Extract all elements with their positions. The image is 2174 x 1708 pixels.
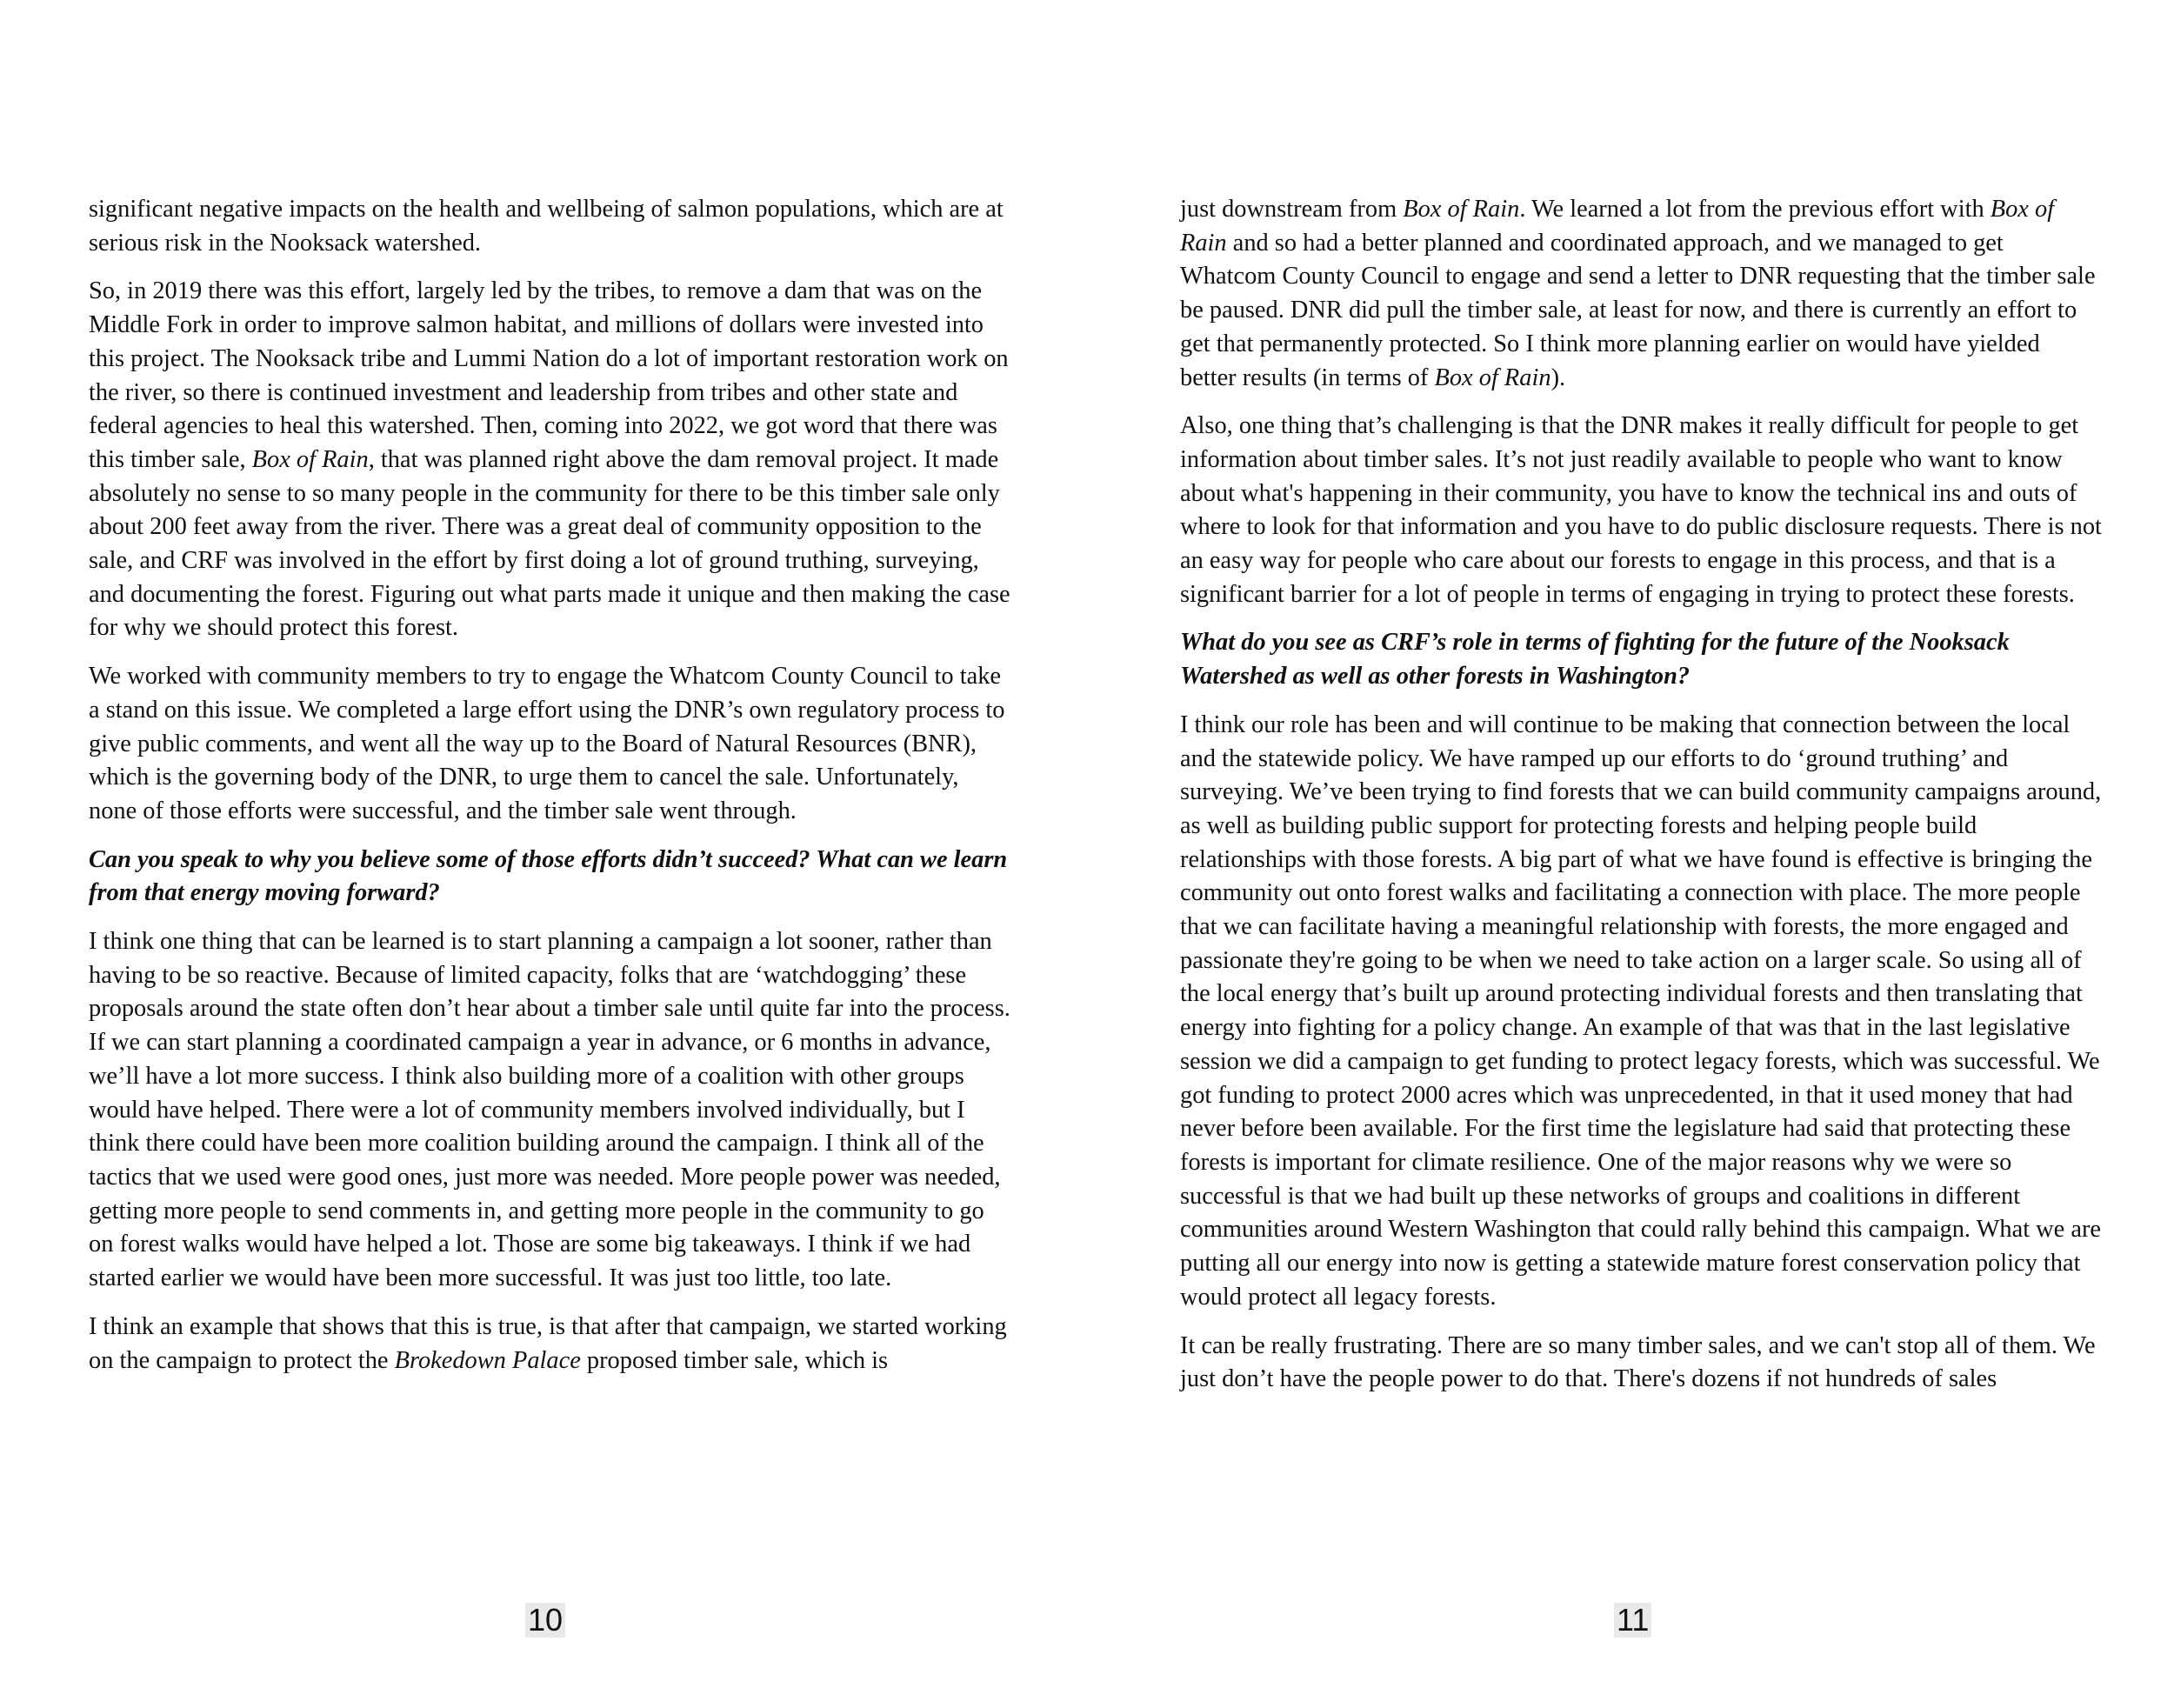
- interview-question: Can you speak to why you believe some of those efforts didn’t succeed? What can we learn from that energy moving forward?: [89, 845, 1008, 907]
- paragraph: just downstream from Box of Rain. We learned a lot from the previous effort with Box of Rain and so had a better planned and coordinated approach, and we managed to get Whatcom County Council to engage and send a letter to DNR requesting that the timber sale be paused. DNR did pull the timber sale, at least for now, and there is currently an effort to get that permanently protected. So I think more planning earlier on would have yielded better results (in terms of Box of Rain).: [1180, 196, 2096, 391]
- page-11: [1087, 0, 2174, 1708]
- text-column: [1180, 193, 2102, 1411]
- italic-title: Brokedown Palace: [394, 1346, 581, 1374]
- paragraph: We worked with community members to try to engage the Whatcom County Council to take a stand on this issue. We completed a large effort using the DNR’s own regulatory process to give public comments, and went all the way up to the Board of Natural Resources (BNR), which is the governing body of the DNR, to urge them to cancel the sale. Unfortunately, none of those efforts were successful, and the timber sale went through.: [89, 663, 1005, 824]
- text-column: [89, 193, 1010, 1392]
- italic-title: Box of Rain: [251, 445, 369, 473]
- interview-question: What do you see as CRF’s role in terms of fighting for the future of the Nooksack Watershed as well as other forests in Washington?: [1180, 629, 2010, 691]
- paragraph: It can be really frustrating. There are so many timber sales, and we can't stop all of them. We just don’t have the people power to do that. There's dozens if not hundreds of sales: [1180, 1331, 2096, 1393]
- page-number: 11: [1614, 1603, 1651, 1638]
- paragraph: significant negative impacts on the health and wellbeing of salmon populations, which are at serious risk in the Nooksack watershed.: [89, 196, 1004, 257]
- paragraph: I think one thing that can be learned is to start planning a campaign a lot sooner, rather than having to be so reactive. Because of limited capacity, folks that are ‘watchdogging’ these proposals around the state often don’t hear about a timber sale until quite far into the process. If we can start planning a coordinated campaign a year in advance, or 6 months in advance, we’ll have a lot more success. I think also building more of a coalition with other groups would have helped. There were a lot of community members involved individually, but I think there could have been more coalition building around the campaign. I think all of the tactics that we used were good ones, just more was needed. More people power was needed, getting more people to send comments in, and getting more people in the community to go on forest walks would have helped a lot. Those are some big takeaways. I think if we had started earlier we would have been more successful. It was just too little, too late.: [89, 928, 1010, 1292]
- paragraph: So, in 2019 there was this effort, largely led by the tribes, to remove a dam that was on the Middle Fork in order to improve salmon habitat, and millions of dollars were invested into this project. The Nooksack tribe and Lummi Nation do a lot of important restoration work on the river, so there is continued investment and leadership from tribes and other state and federal agencies to heal this watershed. Then, coming into 2022, we got word that there was this timber sale, Box of Rain, that was planned right above the dam removal project. It made absolutely no sense to so many people in the community for there to be this timber sale only about 200 feet away from the river. There was a great deal of community opposition to the sale, and CRF was involved in the effort by first doing a lot of ground truthing, surveying, and documenting the forest. Figuring out what parts made it unique and then making the case for why we should protect this forest.: [89, 277, 1010, 642]
- italic-title: Box of Rain: [1180, 196, 2055, 257]
- paragraph: I think an example that shows that this is true, is that after that campaign, we started working on the campaign to protect the Brokedown Palace proposed timber sale, which is: [89, 1312, 1007, 1374]
- italic-title: Box of Rain: [1434, 364, 1551, 391]
- paragraph: I think our role has been and will continue to be making that connection between the local and the statewide policy. We have ramped up our efforts to do ‘ground truthing’ and surveying. We’ve been trying to find forests that we can build community campaigns around, as well as building public support for protecting forests and helping people build relationships with those forests. A big part of what we have found is effective is bringing the community out onto forest walks and facilitating a connection with place. The more people that we can facilitate having a meaningful relationship with forests, the more engaged and passionate they're going to be when we need to take action on a larger scale. So using all of the local energy that’s built up around protecting individual forests and then translating that energy into fighting for a policy change. An example of that was that in the last legislative session we did a campaign to get funding to protect legacy forests, which was successful. We got funding to protect 2000 acres which was unprecedented, in that it used money that had never before been available. For the first time the legislature had said that protecting these forests is important for climate resilience. One of the major reasons why we were so successful is that we had built up these networks of groups and coalitions in different communities around Western Washington that could rally behind this campaign. What we are putting all our energy into now is getting a statewide mature forest conservation policy that would protect all legacy forests.: [1180, 711, 2102, 1311]
- paragraph: Also, one thing that’s challenging is that the DNR makes it really difficult for people to get information about timber sales. It’s not just readily available to people who want to know about what's happening in their community, you have to know the technical ins and outs of where to look for that information and you have to do public disclosure requests. There is not an easy way for people who care about our forests to engage in this process, and that is a significant barrier for a lot of people in terms of engaging in trying to protect these forests.: [1180, 412, 2102, 608]
- page-number: 10: [525, 1603, 565, 1638]
- italic-title: Box of Rain: [1403, 196, 1520, 223]
